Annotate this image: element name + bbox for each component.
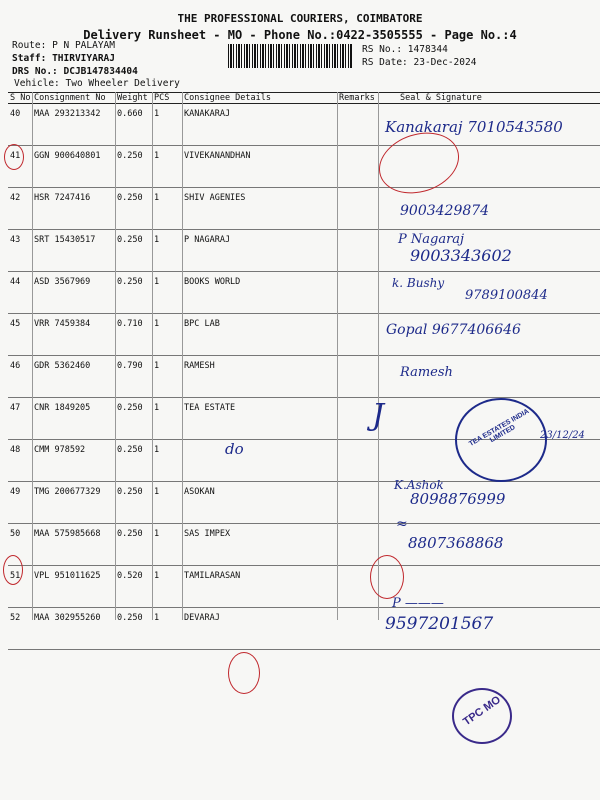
cell-consignment-no: CMM 978592 <box>32 440 115 482</box>
cell-consignee: SHIV AGENIES <box>182 188 337 230</box>
cell-sno: 42 <box>8 188 32 230</box>
cell-consignment-no: GGN 900640801 <box>32 146 115 188</box>
barcode <box>228 44 353 68</box>
runsheet-subtitle: Delivery Runsheet - MO - Phone No.:0422-3505555 - Page No.:4 <box>83 28 517 42</box>
tea-estate-stamp: TEA ESTATES INDIA LIMITED <box>455 398 547 482</box>
route-value: P N PALAYAM <box>52 40 115 51</box>
cell-sno: 46 <box>8 356 32 398</box>
signature-50-phone: 8807368868 <box>408 534 504 552</box>
cell-sno: 51 <box>8 566 32 608</box>
cell-sno: 47 <box>8 398 32 440</box>
signature-46: Ramesh <box>400 365 453 380</box>
cell-consignee: VIVEKANANDHAN <box>182 146 337 188</box>
cell-remarks <box>337 104 378 146</box>
cell-consignment-no: TMG 200677329 <box>32 482 115 524</box>
table-row <box>8 356 600 398</box>
cell-consignment-no: VRR 7459384 <box>32 314 115 356</box>
runsheet-table <box>8 92 600 650</box>
cell-pcs: 1 <box>152 482 182 524</box>
cell-weight: 0.250 <box>115 230 152 272</box>
cell-remarks <box>337 314 378 356</box>
cell-consignee: KANAKARAJ <box>182 104 337 146</box>
cell-sno: 43 <box>8 230 32 272</box>
signature-49-phone: 8098876999 <box>410 490 506 508</box>
red-circle-mark-41 <box>4 144 24 170</box>
cell-pcs: 1 <box>152 566 182 608</box>
signature-43-name: P Nagaraj <box>398 232 465 247</box>
signature-44-phone: 9789100844 <box>465 288 548 303</box>
rs-no-line: RS No.: 1478344 <box>362 44 448 55</box>
signature-43-phone: 9003343602 <box>410 246 512 265</box>
cell-consignment-no: CNR 1849205 <box>32 398 115 440</box>
cell-consignee: TAMILARASAN <box>182 566 337 608</box>
drs-line: DRS No.: DCJB147834404 <box>12 66 138 77</box>
cell-consignment-no: SRT 15430517 <box>32 230 115 272</box>
cell-consignment-no: VPL 951011625 <box>32 566 115 608</box>
cell-consignee: BPC LAB <box>182 314 337 356</box>
tpc-mo-stamp: TPC MO <box>452 688 512 744</box>
signature-49-name: K.Ashok <box>394 478 444 492</box>
route-line: Route: P N PALAYAM <box>12 40 115 51</box>
table-row <box>8 524 600 566</box>
col-remarks: Remarks <box>337 93 378 104</box>
cell-sno: 45 <box>8 314 32 356</box>
cell-weight: 0.250 <box>115 188 152 230</box>
cell-pcs: 1 <box>152 104 182 146</box>
vehicle-line: Vehicle: Two Wheeler Delivery <box>14 78 180 89</box>
cell-pcs: 1 <box>152 356 182 398</box>
table-row <box>8 188 600 230</box>
cell-pcs: 1 <box>152 608 182 650</box>
cell-consignee: P NAGARAJ <box>182 230 337 272</box>
signature-52-phone: 9597201567 <box>385 614 494 634</box>
col-sno: S No <box>10 93 31 103</box>
cell-pcs: 1 <box>152 398 182 440</box>
cell-weight: 0.250 <box>115 524 152 566</box>
cell-weight: 0.250 <box>115 398 152 440</box>
cell-consignee: ASOKAN <box>182 482 337 524</box>
drs-value: DCJB147834404 <box>63 66 138 77</box>
vehicle-value: Two Wheeler Delivery <box>65 78 180 89</box>
cell-consignee: DEVARAJ <box>182 608 337 650</box>
col-pcs: PCS <box>152 93 182 104</box>
cell-weight: 0.660 <box>115 104 152 146</box>
cell-sno: 49 <box>8 482 32 524</box>
table-header-row <box>8 93 600 104</box>
col-consignee: Consignee Details <box>182 93 337 104</box>
cell-consignment-no: ASD 3567969 <box>32 272 115 314</box>
cell-remarks <box>337 524 378 566</box>
cell-consignee: SAS IMPEX <box>182 524 337 566</box>
cell-consignee: RAMESH <box>182 356 337 398</box>
red-circle-mark-51 <box>3 555 23 585</box>
cell-remarks <box>337 272 378 314</box>
cell-pcs: 1 <box>152 440 182 482</box>
red-circle-mark-51-sign <box>370 555 404 599</box>
mark-48: do <box>225 440 244 458</box>
cell-remarks <box>337 230 378 272</box>
signature-50-mark: ≈ <box>396 516 408 532</box>
cell-consignee <box>182 440 337 482</box>
col-weight: Weight <box>115 93 152 104</box>
cell-pcs: 1 <box>152 230 182 272</box>
signature-40: Kanakaraj 7010543580 <box>385 118 563 136</box>
stamp-47-date: 23/12/24 <box>540 430 585 441</box>
cell-pcs: 1 <box>152 524 182 566</box>
signature-42: 9003429874 <box>400 203 490 219</box>
table-row <box>8 146 600 188</box>
cell-sno: 40 <box>8 104 32 146</box>
cell-weight: 0.250 <box>115 272 152 314</box>
cell-weight: 0.250 <box>115 482 152 524</box>
cell-weight: 0.520 <box>115 566 152 608</box>
col-seal-signature: Seal & Signature <box>378 93 600 104</box>
cell-sno: 48 <box>8 440 32 482</box>
cell-sno: 41 <box>8 146 32 188</box>
cell-remarks <box>337 188 378 230</box>
cell-consignment-no: GDR 5362460 <box>32 356 115 398</box>
table-row <box>8 608 600 650</box>
cell-pcs: 1 <box>152 188 182 230</box>
signature-44-name: k. Bushy <box>392 276 445 290</box>
cell-consignee: BOOKS WORLD <box>182 272 337 314</box>
cell-consignee: TEA ESTATE <box>182 398 337 440</box>
table-row <box>8 482 600 524</box>
cell-sno: 44 <box>8 272 32 314</box>
cell-weight: 0.250 <box>115 146 152 188</box>
red-circle-mark-bottom <box>228 652 260 694</box>
cell-weight: 0.250 <box>115 440 152 482</box>
cell-weight: 0.790 <box>115 356 152 398</box>
cell-consignment-no: MAA 302955260 <box>32 608 115 650</box>
cell-remarks <box>337 440 378 482</box>
cell-remarks <box>337 146 378 188</box>
rs-date-value: 23-Dec-2024 <box>413 57 477 68</box>
rs-date-line: RS Date: 23-Dec-2024 <box>362 57 477 68</box>
cell-pcs: 1 <box>152 146 182 188</box>
cell-weight: 0.710 <box>115 314 152 356</box>
signature-45: Gopal 9677406646 <box>386 322 521 338</box>
cell-consignment-no: HSR 7247416 <box>32 188 115 230</box>
rs-no-value: 1478344 <box>407 44 448 55</box>
company-title: THE PROFESSIONAL COURIERS, COIMBATORE <box>177 12 423 25</box>
signature-47-mark: J <box>372 398 385 433</box>
staff-line: Staff: THIRVIYARAJ <box>12 53 115 64</box>
cell-weight: 0.250 <box>115 608 152 650</box>
signature-52-mark: P ——— <box>392 596 444 611</box>
cell-pcs: 1 <box>152 272 182 314</box>
cell-consignment-no: MAA 575985668 <box>32 524 115 566</box>
cell-pcs: 1 <box>152 314 182 356</box>
col-consignment: Consignment No <box>32 93 115 104</box>
cell-remarks <box>337 482 378 524</box>
cell-sno: 52 <box>8 608 32 650</box>
cell-remarks <box>337 356 378 398</box>
staff-value: THIRVIYARAJ <box>52 53 115 64</box>
cell-consignment-no: MAA 293213342 <box>32 104 115 146</box>
cell-sno: 50 <box>8 524 32 566</box>
table-row <box>8 566 600 608</box>
cell-remarks <box>337 608 378 650</box>
